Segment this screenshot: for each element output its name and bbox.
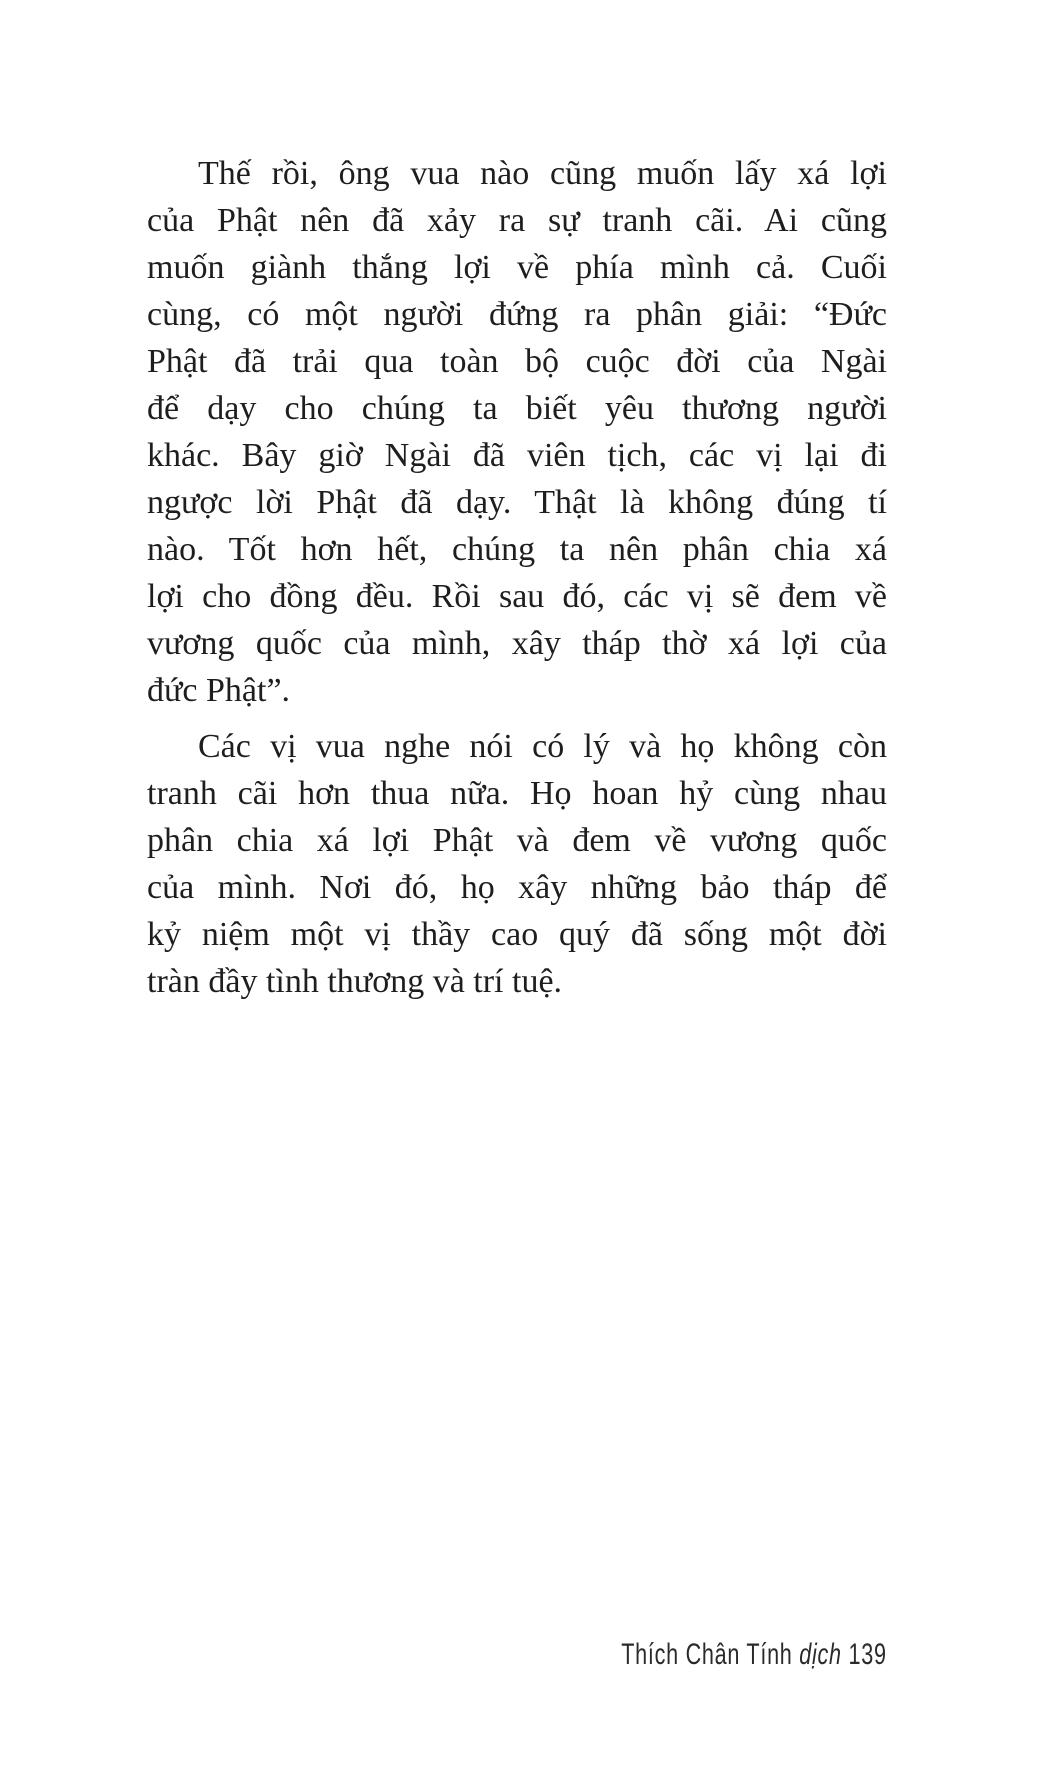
text-line: đức Phật”. xyxy=(147,672,291,709)
translator-name: Thích Chân Tính xyxy=(621,1638,793,1671)
page-footer xyxy=(622,1638,887,1672)
page-number: 139 xyxy=(848,1638,887,1671)
paragraph-1 xyxy=(147,150,887,714)
text-line: phân chia xá lợi Phật và đem về vương quốc xyxy=(147,822,887,859)
text-line: tranh cãi hơn thua nữa. Họ hoan hỷ cùng nhau xyxy=(147,775,887,812)
text-line: để dạy cho chúng ta biết yêu thương người xyxy=(147,390,887,427)
text-line: ngược lời Phật đã dạy. Thật là không đúng tí xyxy=(147,484,887,521)
text-line: của Phật nên đã xảy ra sự tranh cãi. Ai cũng xyxy=(147,202,887,239)
text-line: muốn giành thắng lợi về phía mình cả. Cuối xyxy=(147,249,887,286)
text-line: lợi cho đồng đều. Rồi sau đó, các vị sẽ đem về xyxy=(147,578,887,615)
page-body xyxy=(147,150,887,1005)
text-line: vương quốc của mình, xây tháp thờ xá lợi của xyxy=(147,625,887,662)
text-line: Các vị vua nghe nói có lý và họ không còn xyxy=(198,728,887,765)
text-line: tràn đầy tình thương và trí tuệ. xyxy=(147,963,563,1000)
paragraph-2 xyxy=(147,723,887,1005)
translator-role: dịch xyxy=(799,1638,843,1671)
text-line: nào. Tốt hơn hết, chúng ta nên phân chia xá xyxy=(147,531,887,568)
text-line: Thế rồi, ông vua nào cũng muốn lấy xá lợi xyxy=(198,155,887,192)
text-line: kỷ niệm một vị thầy cao quý đã sống một đời xyxy=(147,916,887,953)
text-line: Phật đã trải qua toàn bộ cuộc đời của Ngài xyxy=(147,343,887,380)
text-line: của mình. Nơi đó, họ xây những bảo tháp để xyxy=(147,869,887,906)
text-line: cùng, có một người đứng ra phân giải: “Đức xyxy=(147,296,887,333)
text-line: khác. Bây giờ Ngài đã viên tịch, các vị lại đi xyxy=(147,437,887,474)
